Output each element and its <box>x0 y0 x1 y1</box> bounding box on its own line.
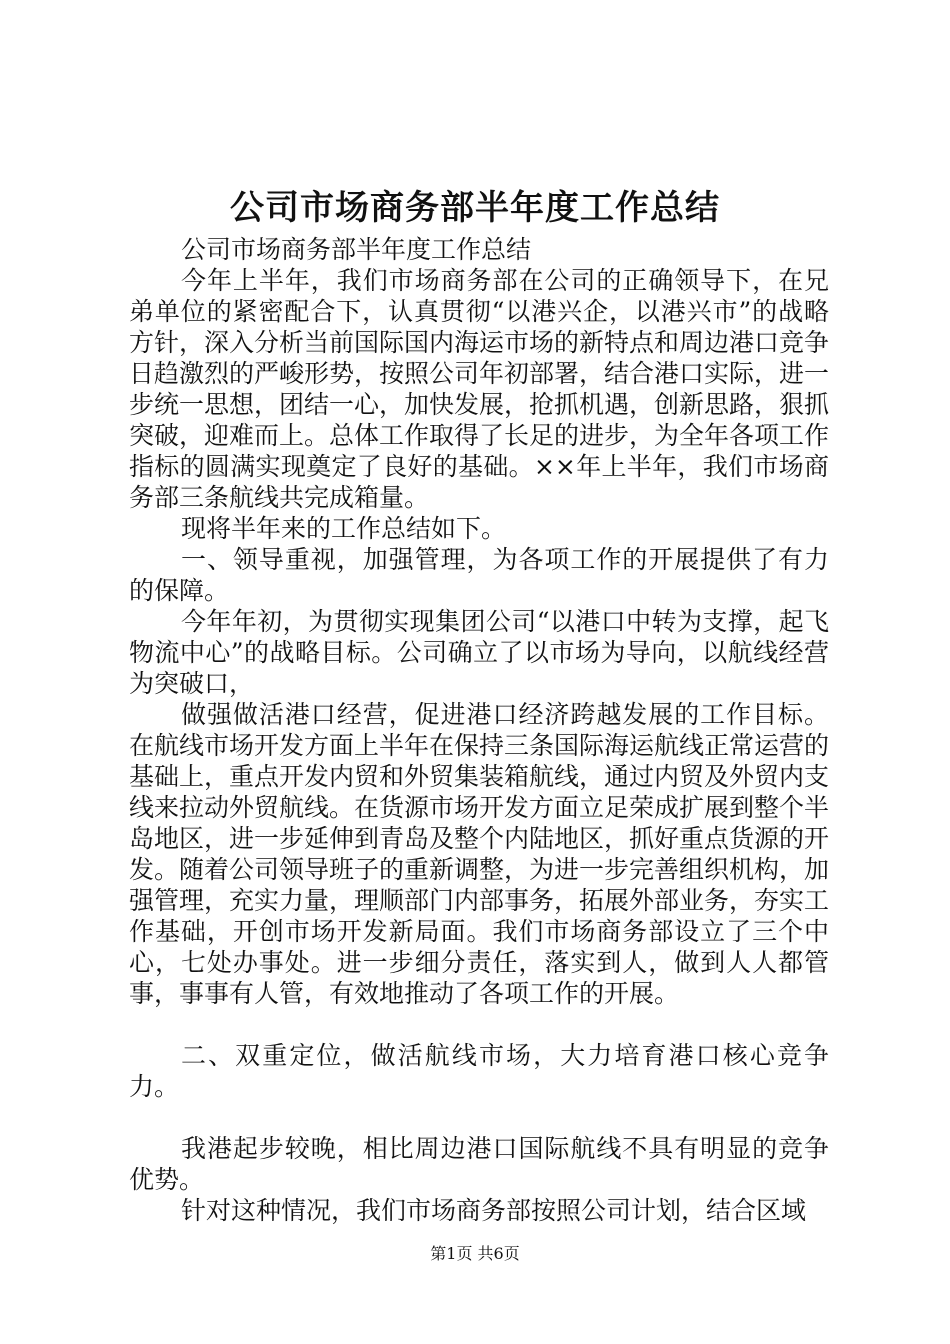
paragraph-intro: 今年上半年，我们市场商务部在公司的正确领导下，在兄弟单位的紧密配合下，认真贯彻“以港兴企，以港兴市”的战略方针，深入分析当前国际国内海运市场的新特点和周边港口竞争日趋激烈的严峻形势，按照公司年初部署，结合港口实际，进一步统一思想，团结一心，加快发展，抢抓机遇，创新思路，狠抓突破，迎难而上。总体工作取得了长足的进步，为全年各项工作指标的圆满实现奠定了良好的基础。××年上半年，我们市场商务部三条航线共完成箱量。 <box>129 266 830 512</box>
paragraph-heading-1: 一、领导重视，加强管理，为各项工作的开展提供了有力的保障。 <box>129 545 829 605</box>
paragraph-competition: 我港起步较晚，相比周边港口国际航线不具有明显的竞争优势。 <box>129 1134 829 1194</box>
page-number: 第1页 共6页 <box>430 1244 520 1263</box>
document-title: 公司市场商务部半年度工作总结 <box>230 188 720 228</box>
document-body <box>129 234 829 1226</box>
paragraph-plan: 针对这种情况，我们市场商务部按照公司计划，结合区域 <box>181 1196 807 1225</box>
paragraph-goal: 今年年初，为贯彻实现集团公司“以港口中转为支撑，起飞物流中心”的战略目标。公司确立了以市场为导向，以航线经营为突破口， <box>129 607 829 698</box>
paragraph-summary-lead: 现将半年来的工作总结如下。 <box>181 514 507 543</box>
paragraph-market-development: 做强做活港口经营，促进港口经济跨越发展的工作目标。在航线市场开发方面上半年在保持三条国际海运航线正常运营的基础上，重点开发内贸和外贸集装箱航线，通过内贸及外贸内支线来拉动外贸航线。在货源市场开发方面立足荣成扩展到整个半岛地区，进一步延伸到青岛及整个内陆地区，抓好重点货源的开发。随着公司领导班子的重新调整，为进一步完善组织机构，加强管理，充实力量，理顺部门内部事务，拓展外部业务，夯实工作基础，开创市场开发新局面。我们市场商务部设立了三个中心，七处办事处。进一步细分责任，落实到人，做到人人都管事，事事有人管，有效地推动了各项工作的开展。 <box>129 700 830 1008</box>
paragraph-subtitle: 公司市场商务部半年度工作总结 <box>181 235 532 264</box>
paragraph-heading-2: 二、双重定位，做活航线市场，大力培育港口核心竞争力。 <box>129 1041 829 1101</box>
